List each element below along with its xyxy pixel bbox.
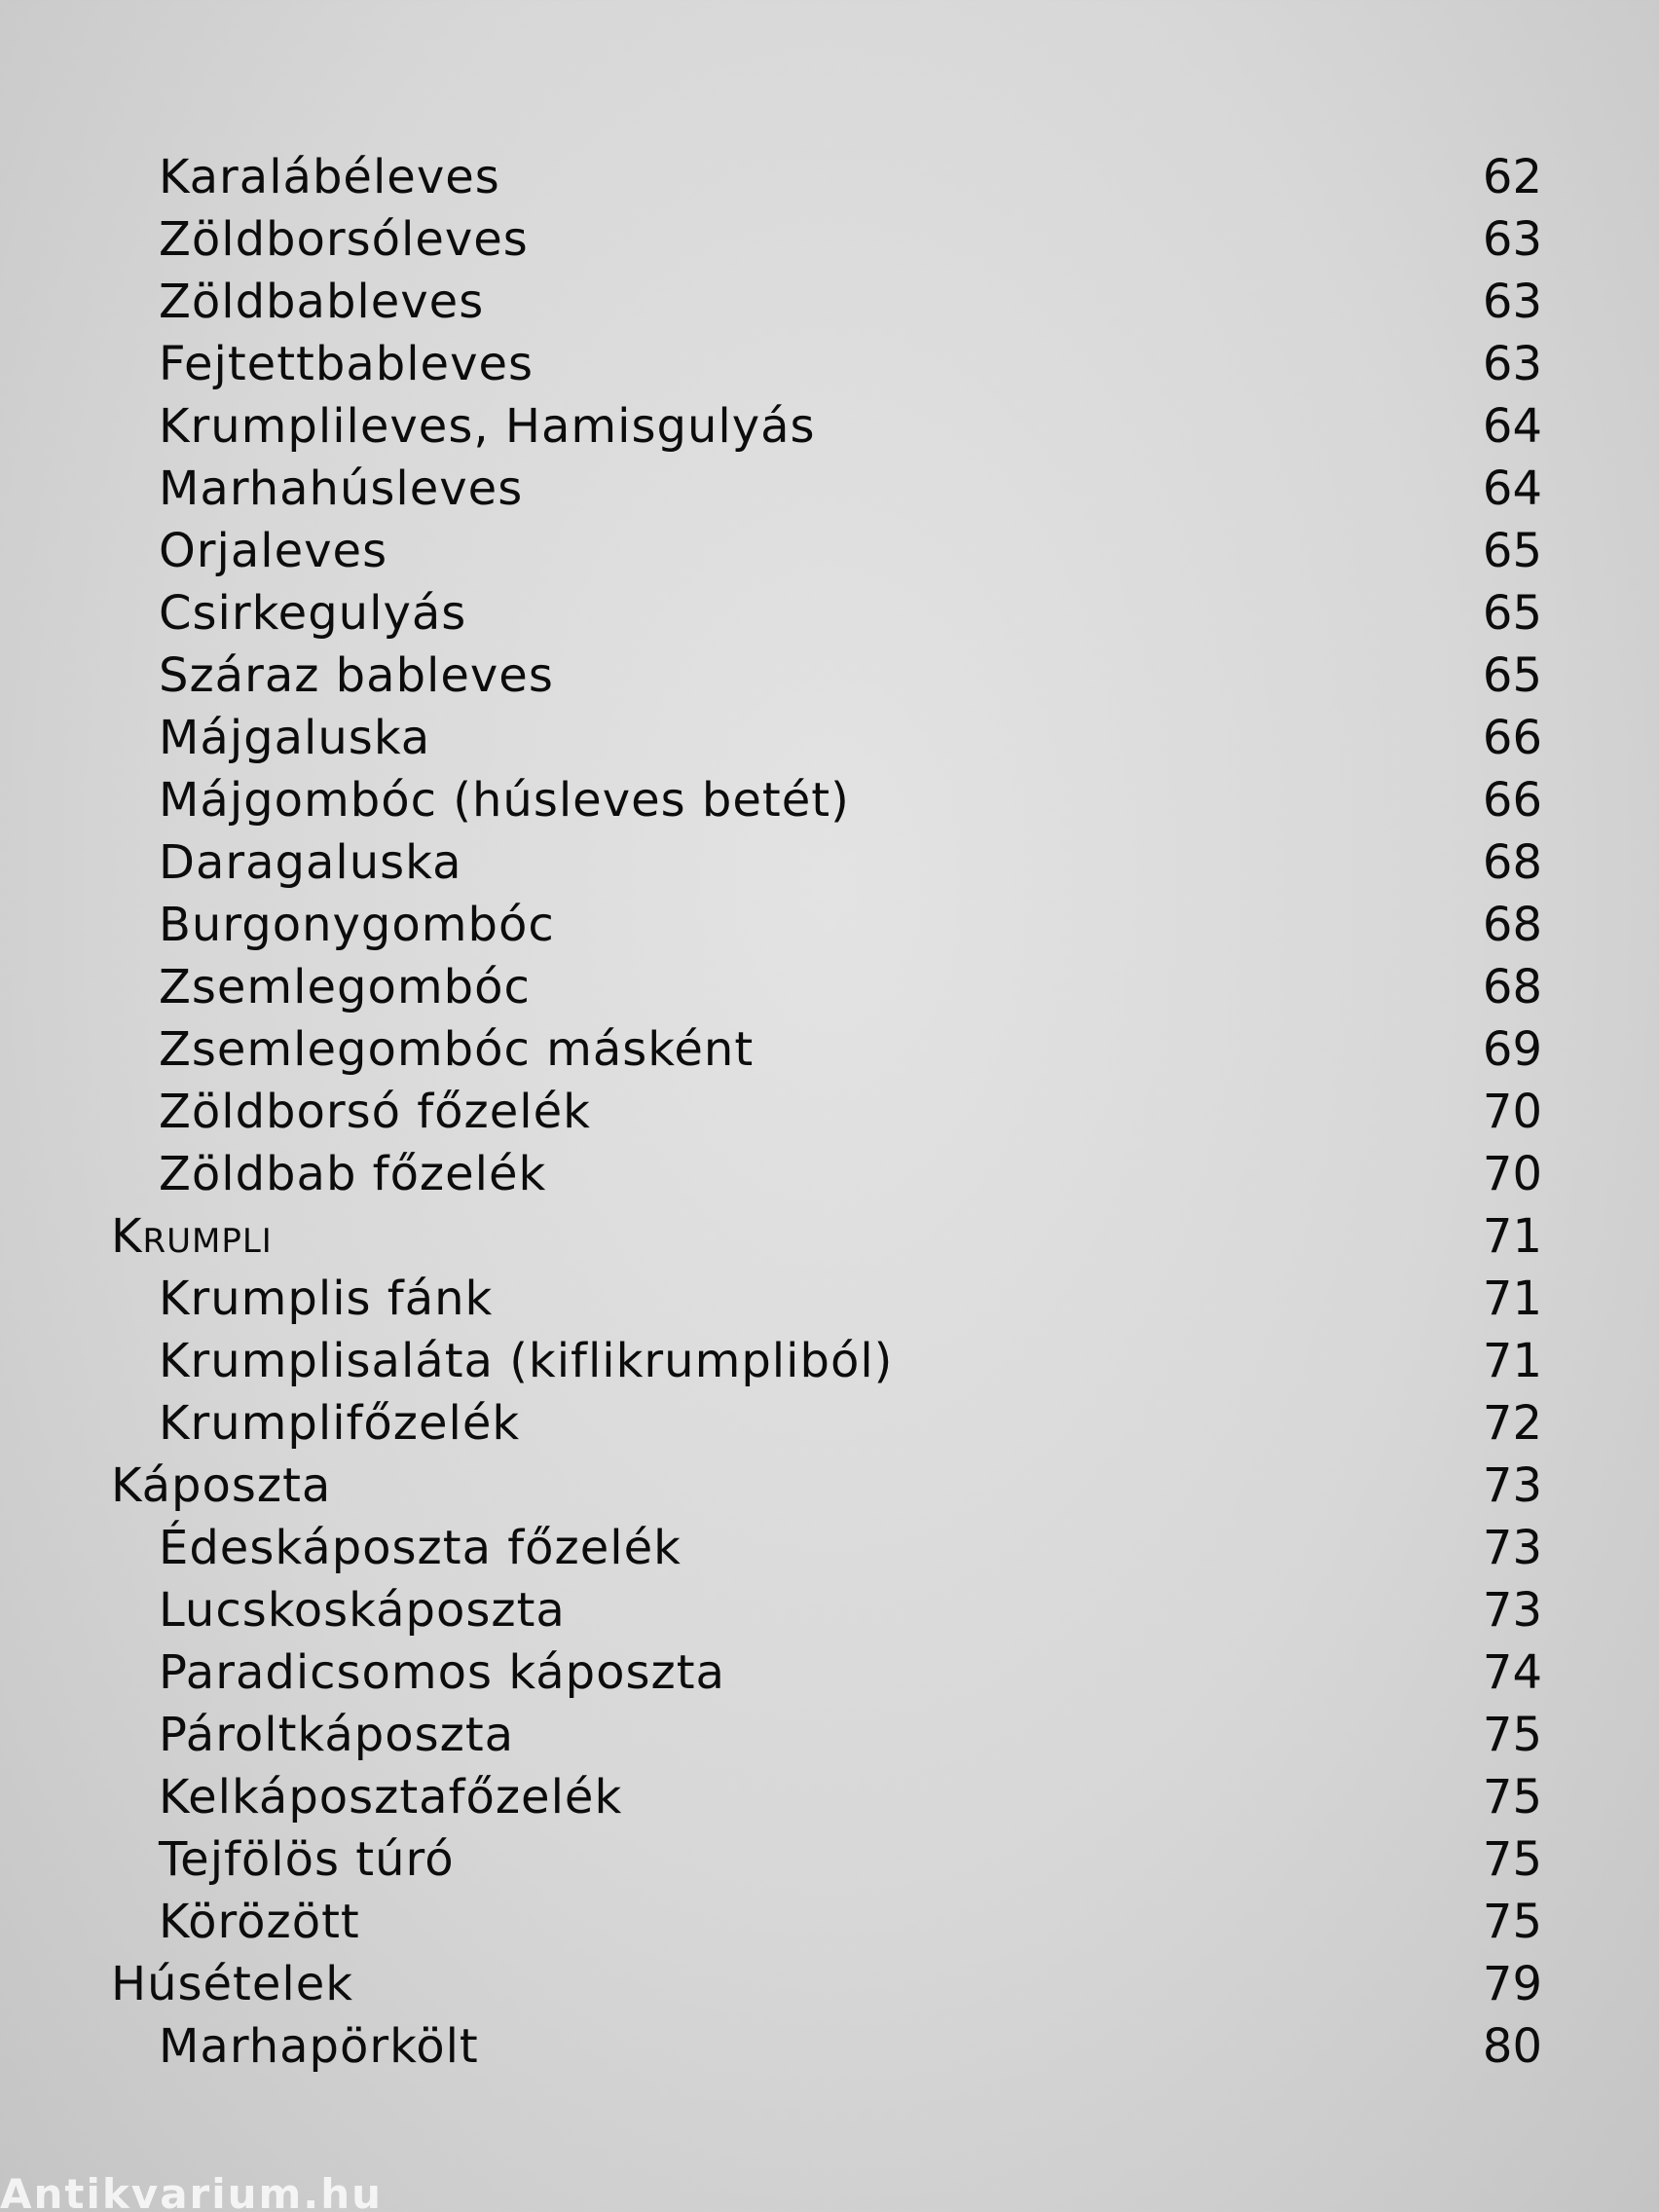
toc-page-number: 66 [1482, 711, 1542, 765]
table-of-contents [0, 146, 1659, 2078]
toc-page-number: 74 [1482, 1645, 1542, 1700]
watermark: Antikvarium.hu [0, 2170, 384, 2212]
toc-entry-title: Burgonygombóc [159, 898, 555, 952]
toc-page-number: 70 [1482, 1085, 1542, 1139]
toc-entry-title: Kelkáposztafőzelék [159, 1770, 623, 1825]
toc-page-number: 64 [1482, 399, 1542, 454]
toc-entry-title: Édeskáposzta főzelék [159, 1521, 682, 1575]
toc-page-number: 62 [1482, 150, 1542, 204]
toc-entry-row [0, 1641, 1659, 1704]
toc-page-number: 72 [1482, 1396, 1542, 1451]
toc-entry-row [0, 1081, 1659, 1143]
toc-entry-title: Marhahúsleves [159, 461, 524, 516]
toc-entry-title: Lucskoskáposzta [159, 1583, 566, 1638]
toc-page-number: 75 [1482, 1708, 1542, 1762]
toc-entry-row [0, 1268, 1659, 1330]
toc-entry-row [0, 1143, 1659, 1205]
toc-page-number: 75 [1482, 1770, 1542, 1825]
toc-page-number: 65 [1482, 524, 1542, 578]
toc-page-number: 71 [1482, 1209, 1542, 1264]
toc-entry-title: Csirkegulyás [159, 586, 467, 641]
toc-entry-title: Krumplileves, Hamisgulyás [159, 399, 816, 454]
toc-entry-row [0, 1018, 1659, 1081]
toc-entry-title: Pároltkáposzta [159, 1708, 515, 1762]
toc-page-number: 70 [1482, 1147, 1542, 1201]
toc-entry-row [0, 458, 1659, 520]
toc-page-number: 75 [1482, 1895, 1542, 1949]
toc-section-title: Húsételek [111, 1957, 354, 2011]
toc-page-number: 64 [1482, 461, 1542, 516]
toc-section-row [0, 1205, 1659, 1268]
toc-entry-row [0, 894, 1659, 956]
toc-entry-title: Zöldbab főzelék [159, 1147, 547, 1201]
toc-section-title: Káposzta [111, 1458, 332, 1513]
toc-page-number: 63 [1482, 212, 1542, 267]
toc-entry-row [0, 582, 1659, 645]
toc-page-number: 73 [1482, 1521, 1542, 1575]
toc-page-number: 68 [1482, 835, 1542, 890]
toc-entry-row [0, 1828, 1659, 1891]
toc-entry-row [0, 271, 1659, 333]
toc-page-number: 68 [1482, 898, 1542, 952]
toc-entry-row [0, 1766, 1659, 1828]
toc-section-row [0, 1455, 1659, 1517]
toc-entry-row [0, 1392, 1659, 1455]
toc-page-number: 65 [1482, 648, 1542, 703]
toc-entry-row [0, 1704, 1659, 1766]
toc-entry-row [0, 769, 1659, 831]
toc-page-number: 65 [1482, 586, 1542, 641]
toc-entry-title: Krumplis fánk [159, 1272, 494, 1326]
toc-entry-row [0, 1891, 1659, 1953]
toc-entry-title: Daragaluska [159, 835, 462, 890]
toc-entry-title: Krumplifőzelék [159, 1396, 521, 1451]
toc-entry-row [0, 395, 1659, 458]
toc-page-number: 79 [1482, 1957, 1542, 2011]
toc-entry-row [0, 2015, 1659, 2078]
toc-page-number: 71 [1482, 1272, 1542, 1326]
toc-entry-row [0, 645, 1659, 707]
toc-entry-title: Zöldborsó főzelék [159, 1085, 591, 1139]
toc-entry-title: Száraz bableves [159, 648, 554, 703]
toc-section-title: Krumpli [111, 1209, 273, 1264]
toc-page-number: 63 [1482, 275, 1542, 329]
toc-entry-title: Körözött [159, 1895, 360, 1949]
toc-entry-title: Májgaluska [159, 711, 431, 765]
toc-page-number: 73 [1482, 1583, 1542, 1638]
toc-entry-title: Karalábéleves [159, 150, 500, 204]
toc-entry-row [0, 1579, 1659, 1641]
toc-page-number: 71 [1482, 1334, 1542, 1388]
toc-page-number: 63 [1482, 337, 1542, 391]
toc-entry-title: Orjaleves [159, 524, 388, 578]
toc-entry-row [0, 520, 1659, 582]
toc-page-number: 73 [1482, 1458, 1542, 1513]
toc-section-row [0, 1953, 1659, 2015]
toc-page-number: 75 [1482, 1832, 1542, 1887]
toc-entry-row [0, 1517, 1659, 1579]
toc-entry-title: Zsemlegombóc [159, 960, 531, 1014]
toc-page-number: 69 [1482, 1022, 1542, 1077]
toc-entry-title: Zsemlegombóc másként [159, 1022, 755, 1077]
toc-page-number: 66 [1482, 773, 1542, 828]
toc-entry-title: Marhapörkölt [159, 2019, 479, 2074]
toc-entry-title: Fejtettbableves [159, 337, 535, 391]
toc-entry-title: Paradicsomos káposzta [159, 1645, 725, 1700]
toc-entry-title: Zöldbableves [159, 275, 485, 329]
toc-entry-title: Májgombóc (húsleves betét) [159, 773, 850, 828]
toc-entry-title: Krumplisaláta (kiflikrumpliból) [159, 1334, 894, 1388]
toc-entry-title: Tejfölös túró [159, 1832, 455, 1887]
toc-entry-row [0, 146, 1659, 208]
toc-entry-row [0, 707, 1659, 769]
toc-entry-row [0, 831, 1659, 894]
toc-entry-title: Zöldborsóleves [159, 212, 529, 267]
toc-entry-row [0, 956, 1659, 1018]
toc-entry-row [0, 1330, 1659, 1392]
toc-entry-row [0, 208, 1659, 271]
toc-entry-row [0, 333, 1659, 395]
toc-page-number: 68 [1482, 960, 1542, 1014]
toc-page-number: 80 [1482, 2019, 1542, 2074]
